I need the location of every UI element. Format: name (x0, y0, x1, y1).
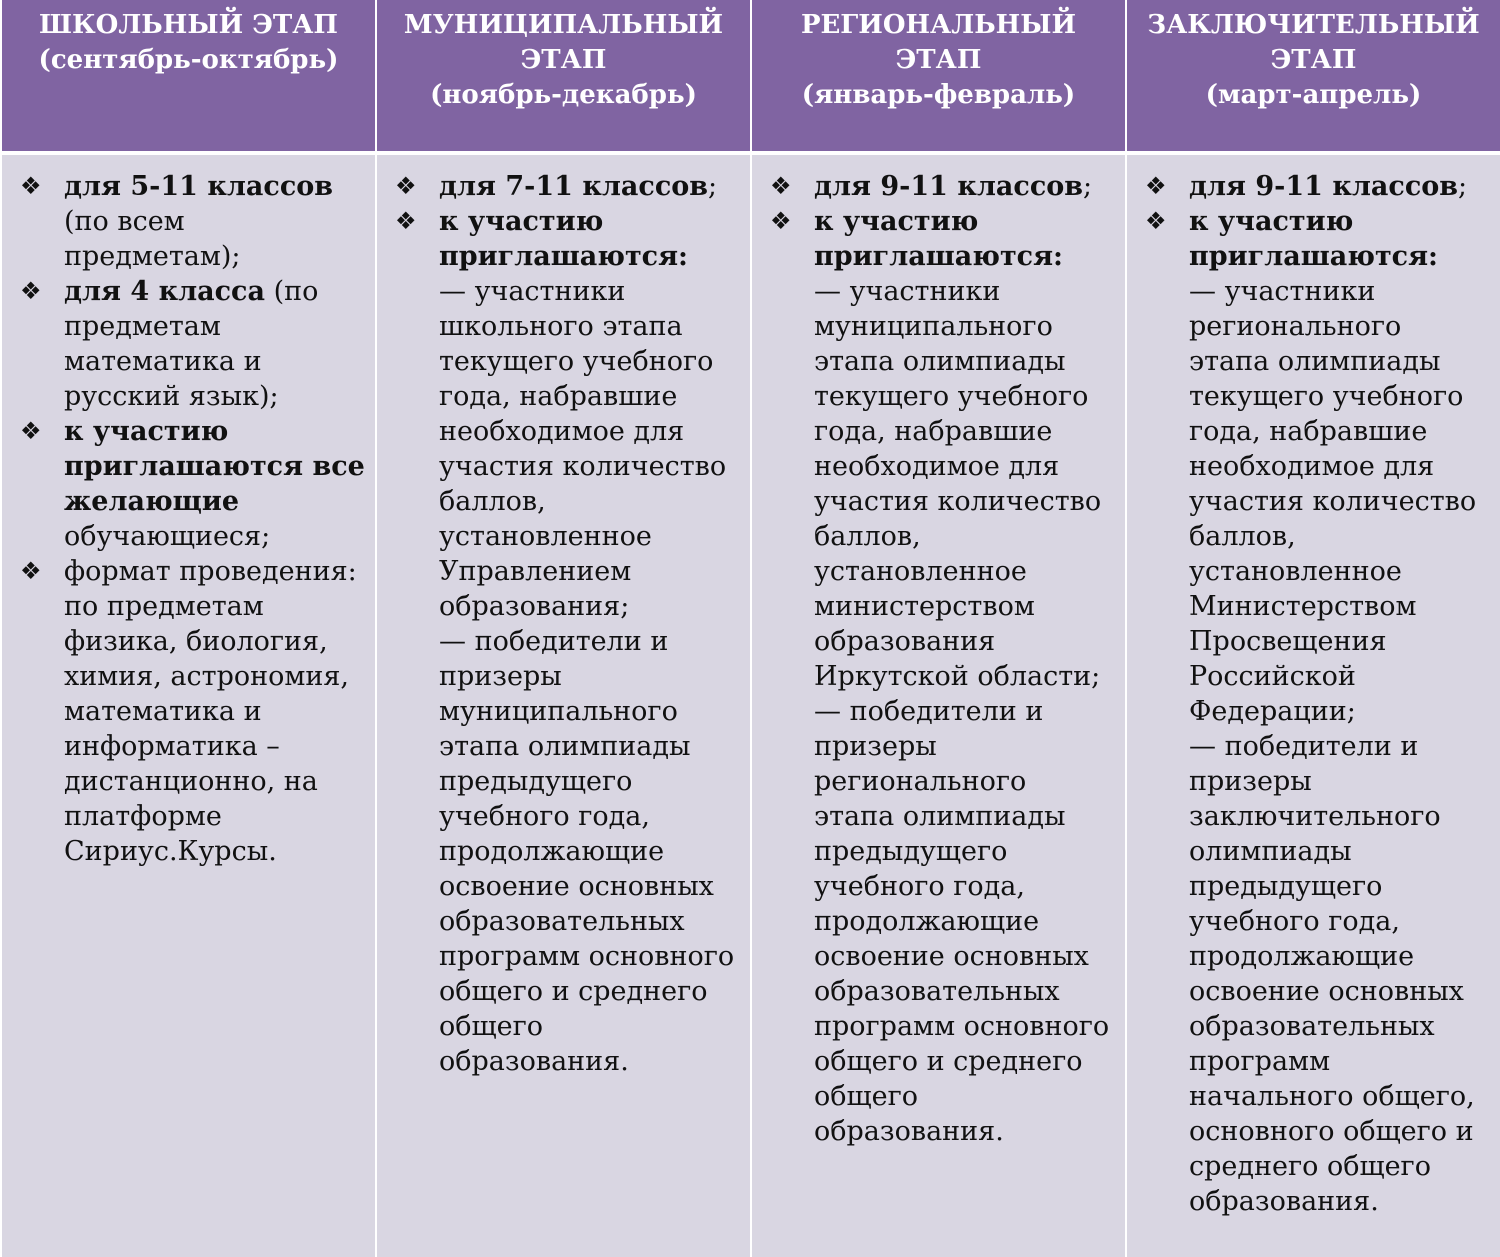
diamond-bullet-icon: ❖ (20, 277, 42, 305)
regional-stage-list (768, 169, 1115, 1149)
diamond-bullet-icon: ❖ (395, 172, 417, 200)
item-bold-text: к участию приглашаются все желающие (64, 416, 365, 517)
diamond-bullet-icon: ❖ (1145, 207, 1167, 235)
item-text: ; (708, 171, 718, 202)
list-item (18, 554, 365, 869)
school-stage-title: ШКОЛЬНЫЙ ЭТАП (39, 10, 338, 40)
municipal-stage-list (393, 169, 740, 1079)
final-stage-period: (март-апрель) (1205, 80, 1422, 110)
school-stage-list (18, 169, 365, 869)
municipal-stage-title-line2: ЭТАП (520, 45, 607, 75)
item-text: обучающиеся; (64, 521, 271, 552)
item-bold-text: для 7-11 классов (439, 171, 709, 202)
final-stage-title-line2: ЭТАП (1270, 45, 1357, 75)
item-bold-text: к участию приглашаются: (439, 206, 689, 272)
header-final-stage (1126, 0, 1500, 153)
list-item (18, 414, 365, 554)
participants-clause: — участники муниципального этапа олимпиады текущего учебного года, набравшие необходимое для участия количество баллов, установленное министерством образования Иркутской области; (814, 276, 1102, 692)
item-bold-text: к участию приглашаются: (1189, 206, 1439, 272)
header-regional-stage (751, 0, 1126, 153)
municipal-stage-content (376, 153, 751, 1257)
item-text: ; (1458, 171, 1468, 202)
item-text: (по всем предметам); (64, 206, 241, 272)
regional-stage-title-line1: РЕГИОНАЛЬНЫЙ (800, 10, 1077, 40)
regional-stage-period: (январь-февраль) (801, 80, 1076, 110)
list-item (393, 169, 740, 204)
winners-clause: — победители и призеры регионального этапа олимпиады предыдущего учебного года, продолжающие освоение основных образовательных программ основного общего и среднего общего образования. (814, 696, 1110, 1147)
winners-clause: — победители и призеры муниципального этапа олимпиады предыдущего учебного года, продолжающие освоение основных образовательных программ основного общего и среднего общего образования. (439, 626, 735, 1077)
diamond-bullet-icon: ❖ (20, 172, 42, 200)
list-item (18, 169, 365, 274)
participants-clause: — участники регионального этапа олимпиады текущего учебного года, набравшие необходимое для участия количество баллов, установленное Министерством Просвещения Российской Федерации; (1189, 276, 1477, 727)
item-bold-text: для 9-11 классов (1189, 171, 1459, 202)
content-row (1, 153, 1500, 1257)
item-bold-text: для 9-11 классов (814, 171, 1084, 202)
regional-stage-content (751, 153, 1126, 1257)
municipal-stage-period: (ноябрь-декабрь) (430, 80, 697, 110)
winners-clause: — победители и призеры заключительного олимпиады предыдущего учебного года, продолжающие освоение основных образовательных программ начального общего, основного общего и среднего общего образования. (1189, 731, 1475, 1217)
header-row (1, 0, 1500, 153)
final-stage-title-line1: ЗАКЛЮЧИТЕЛЬНЫЙ (1147, 10, 1480, 40)
regional-stage-title-line2: ЭТАП (895, 45, 982, 75)
diamond-bullet-icon: ❖ (395, 207, 417, 235)
final-stage-list (1143, 169, 1490, 1219)
list-item (18, 274, 365, 414)
diamond-bullet-icon: ❖ (770, 207, 792, 235)
diamond-bullet-icon: ❖ (770, 172, 792, 200)
item-text: формат проведения: по предметам физика, биология, химия, астрономия, математика и информатика – дистанционно, на платформе Сириус.Курсы. (64, 556, 357, 867)
municipal-stage-title-line1: МУНИЦИПАЛЬНЫЙ (403, 10, 724, 40)
item-bold-text: для 4 класса (64, 276, 265, 307)
participants-clause: — участники школьного этапа текущего учебного года, набравшие необходимое для участия количество баллов, установленное Управлением образования; (439, 276, 727, 622)
diamond-bullet-icon: ❖ (1145, 172, 1167, 200)
list-item (393, 204, 740, 1079)
item-bold-text: для 5-11 классов (64, 171, 334, 202)
list-item (1143, 169, 1490, 204)
header-municipal-stage (376, 0, 751, 153)
school-stage-period: (сентябрь-октябрь) (38, 45, 339, 75)
header-school-stage (1, 0, 376, 153)
final-stage-content (1126, 153, 1500, 1257)
school-stage-content (1, 153, 376, 1257)
list-item (768, 169, 1115, 204)
item-bold-text: к участию приглашаются: (814, 206, 1064, 272)
diamond-bullet-icon: ❖ (20, 557, 42, 585)
diamond-bullet-icon: ❖ (20, 417, 42, 445)
item-text: ; (1083, 171, 1093, 202)
item-text: (по предметам математика и русский язык); (64, 276, 319, 412)
list-item (1143, 204, 1490, 1219)
list-item (768, 204, 1115, 1149)
